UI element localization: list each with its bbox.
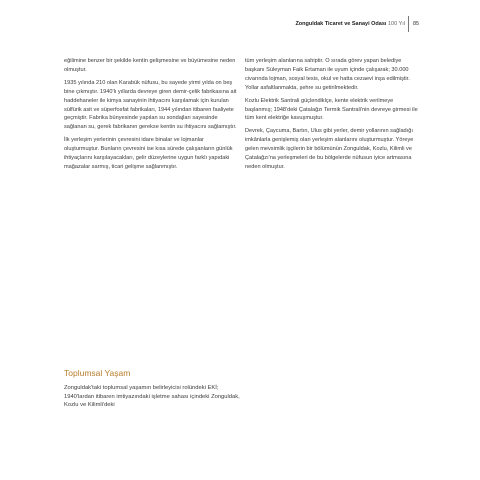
header-divider: [408, 16, 409, 32]
header-title: [295, 20, 405, 28]
running-header: [0, 20, 480, 36]
paragraph: 1935 yılında 210 olan Karabük nüfusu, bu sayede yirmi yılda on beş bine çıkmıştır. 1940'lı yıllarda devreye giren demir-çelik fabrikasına ait haddehaneler ile kimya sanayinin ihtiyacını karşılamak için kurulan sülfürik asit ve süperfosfat fabrikaları, 1944 yılından itibaren faaliyete geçmiştir. Fabrika bünyesinde yapılan su sondajları sayesinde sağlanan su, gerek fabrikanın gerekse kentin su ihtiyacını sağlamıştır.: [64, 79, 237, 131]
paragraph: Zonguldak'taki toplumsal yaşamın belirleyicisi rolündeki EKİ; 1940'lardan itibaren imtiyazındaki işletme sahası içindeki Zonguldak, Kozlu ve Kilimli'deki: [64, 385, 240, 409]
left-column: [64, 57, 238, 176]
paragraph: eğilimine benzer bir şekilde kentin gelişmesine ve büyümesine neden olmuştur.: [64, 58, 236, 73]
paragraph: Devrek, Çaycuma, Bartın, Ulus gibi yerler, demir yollarının sağladığı imkânlarla genişlemiş olan yerleşim alanlarını oluşturmuştur. Yöreye gelen mevsimlik işçilerin bir bölümünün Zonguldak, Kozlu, Kilimli ve Çatalağzı'na yerleşmeleri de bu bölgelerde nüfusun iyice artmasına neden olmuştur.: [245, 128, 414, 170]
right-column: [245, 57, 419, 176]
paragraph: Kozlu Elektrik Santrali güçlendiklçe, kente elektrik verilmeye başlanmış; 1948'deki Çatalağzı Termik Santrali'nin devreye girmesi ile tüm kent elektriğe kavuşmuştur.: [245, 97, 418, 122]
section-toplumsal-yasam: [64, 368, 240, 414]
section-heading: Toplumsal Yaşam: [64, 368, 131, 378]
page-number: 85: [413, 21, 420, 27]
paragraph: tüm yerleşim alanlarına sahiptir. O sırada görev yapan belediye başkanı Süleyman Faik Ertaman ile uyum içinde çalışarak; 30.000 civarında lojman, sosyal tesis, okul ve hatta cezaevi inşa edilmiştir. Yollar asfaltlanmakta, şehre su getirilmektedir.: [245, 58, 410, 91]
paragraph: İlk yerleşim yerlerinin çevresini idare binalar ve lojmanlar oluşturmuştur. Bunların çevresini ise kısa sürede çalışanların günlük ihtiyaçlarını karşılayacakları, gelir düzeylerine uygun farklı yapıdaki mağazalar sarmış, ticari gelişme sağlanmıştır.: [64, 137, 233, 170]
header-title-bold: Zonguldak Ticaret ve Sanayi Odası: [295, 21, 387, 27]
header-title-sub: 100 Yıl: [387, 21, 405, 27]
